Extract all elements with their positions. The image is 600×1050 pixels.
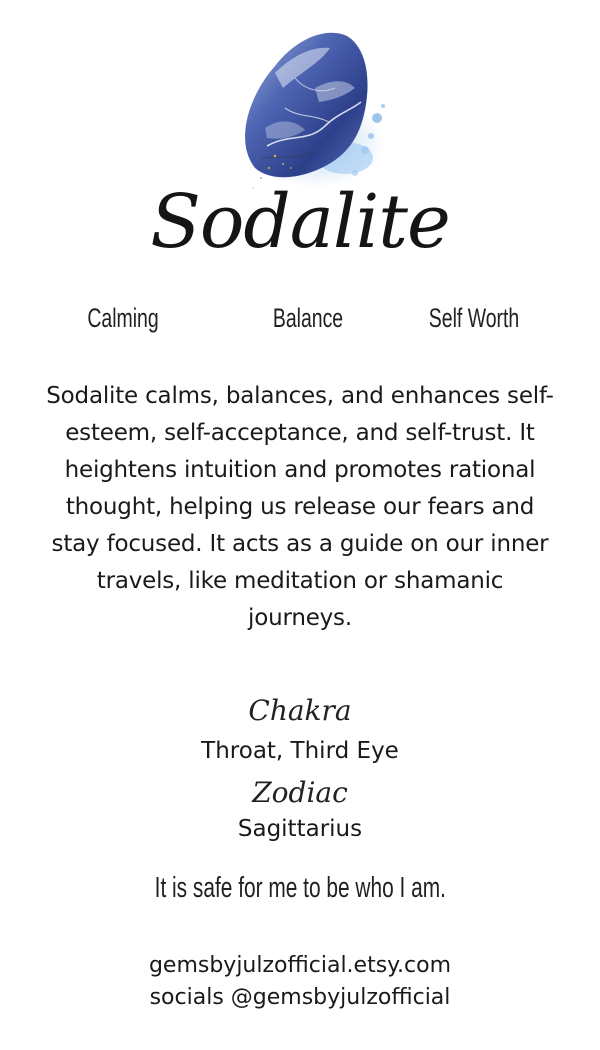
keyword-self-worth: Self Worth bbox=[428, 303, 520, 333]
etsy-shop-text: gemsbyjulzofficial.etsy.com bbox=[148, 953, 452, 978]
crystal-description: Sodalite calms, balances, and enhances self-esteem, self-acceptance, and self-trust. It heightens intuition and promotes rational thought, helping us release our fears and stay focused. It acts as a guide on our inner travels, like meditation or shamanic journeys. bbox=[46, 383, 554, 631]
zodiac-label: Zodiac bbox=[252, 776, 348, 809]
socials-text: socials @gemsbyjulzofficial bbox=[149, 985, 451, 1010]
keyword-balance: Balance bbox=[272, 303, 344, 333]
affirmation bbox=[0, 872, 600, 905]
affirmation-text: It is safe for me to be who I am. bbox=[154, 872, 446, 904]
chakra-value: Throat, Third Eye bbox=[201, 738, 399, 764]
crystal-title: Sodalite bbox=[150, 179, 450, 265]
keyword-row bbox=[0, 303, 600, 347]
keyword-calming: Calming bbox=[87, 303, 159, 333]
chakra-label: Chakra bbox=[248, 694, 352, 727]
zodiac-value: Sagittarius bbox=[237, 816, 363, 842]
